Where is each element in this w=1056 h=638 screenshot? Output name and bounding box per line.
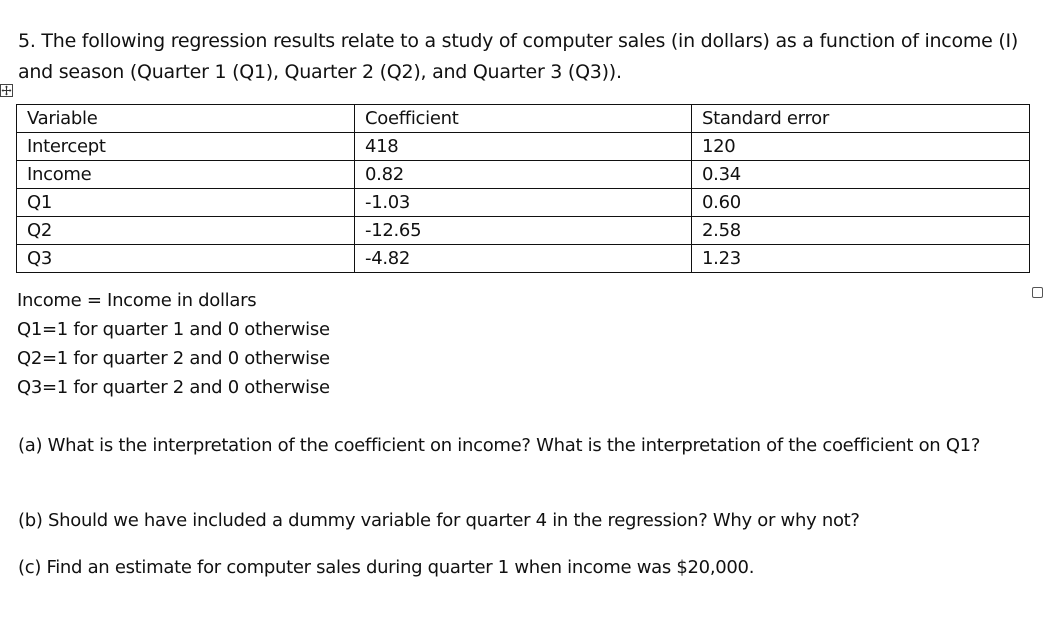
cell-standard-error: 1.23 [692,245,1030,273]
question-part-b: (b) Should we have included a dummy variable for quarter 4 in the regression? Why or why not? [18,510,860,531]
cell-coefficient: 418 [355,133,692,161]
table-row [17,189,1030,217]
cell-coefficient: -1.03 [355,189,692,217]
cell-variable: Intercept [17,133,355,161]
table-row [17,245,1030,273]
cell-variable: Q2 [17,217,355,245]
cell-coefficient: -4.82 [355,245,692,273]
header-variable: Variable [17,105,355,133]
definition-line: Income = Income in dollars [17,290,257,311]
header-coefficient: Coefficient [355,105,692,133]
cell-standard-error: 2.58 [692,217,1030,245]
definition-line: Q1=1 for quarter 1 and 0 otherwise [17,319,330,340]
definition-line: Q2=1 for quarter 2 and 0 otherwise [17,348,330,369]
definition-line: Q3=1 for quarter 2 and 0 otherwise [17,377,330,398]
cell-standard-error: 120 [692,133,1030,161]
cell-coefficient: 0.82 [355,161,692,189]
table-header-row [17,105,1030,133]
question-text: 5. The following regression results relate to a study of computer sales (in dollars) as a function of income (I) and season (Quarter 1 (Q1), Quarter 2 (Q2), and Quarter 3 (Q3)). [18,30,1019,83]
cell-standard-error: 0.60 [692,189,1030,217]
cell-standard-error: 0.34 [692,161,1030,189]
cell-variable: Q3 [17,245,355,273]
cell-variable: Q1 [17,189,355,217]
cell-variable: Income [17,161,355,189]
question-part-a: (a) What is the interpretation of the coefficient on income? What is the interpretation of the coefficient on Q1? [18,435,981,456]
cell-coefficient: -12.65 [355,217,692,245]
table-resize-handle-icon[interactable] [1032,287,1043,298]
table-row [17,161,1030,189]
table-row [17,133,1030,161]
question-part-c: (c) Find an estimate for computer sales during quarter 1 when income was $20,000. [18,557,755,578]
header-standard-error: Standard error [692,105,1030,133]
variable-definitions [17,286,330,402]
table-move-handle-icon[interactable] [0,84,13,97]
table-row [17,217,1030,245]
regression-table [16,104,1030,273]
